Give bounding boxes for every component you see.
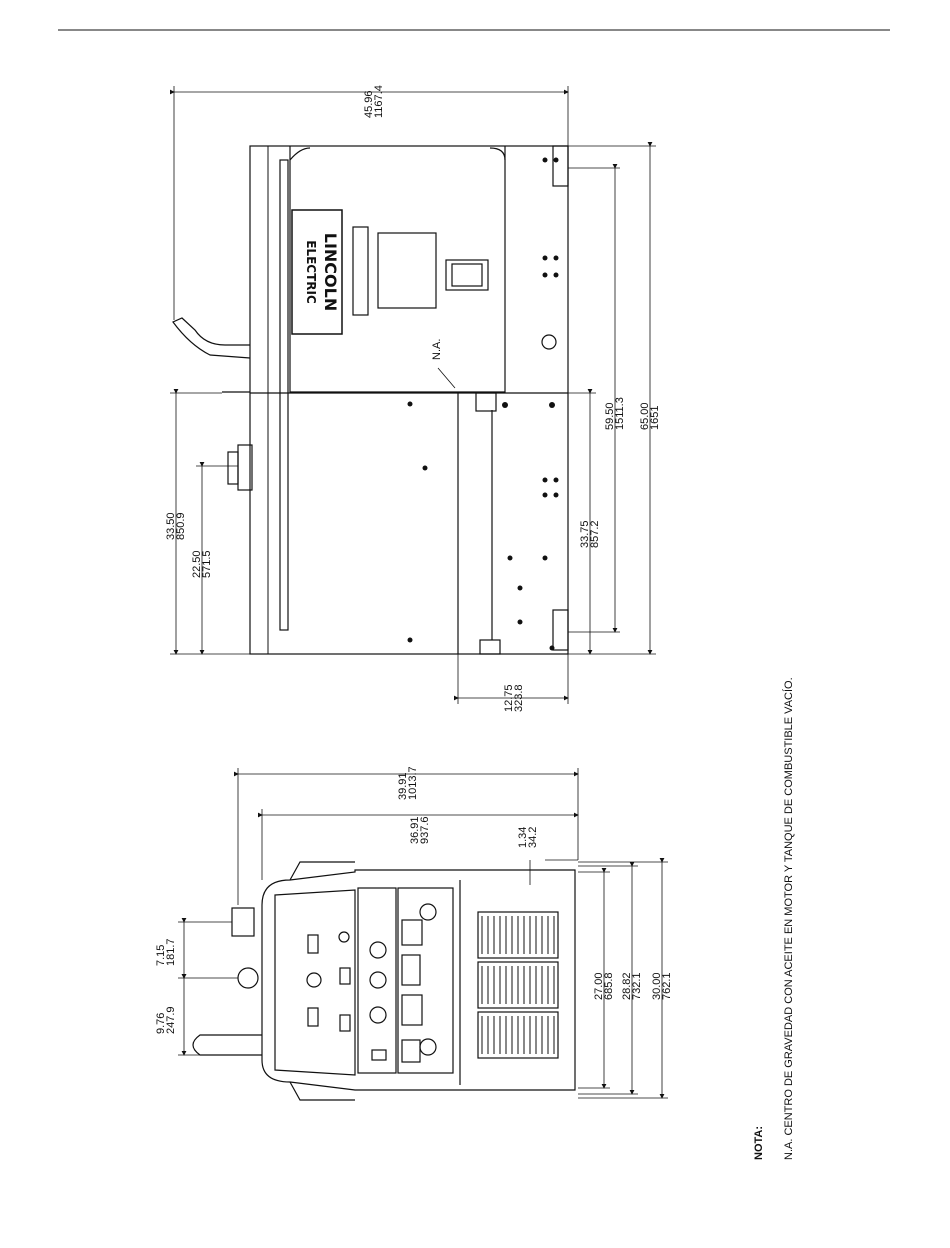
dim-9-76-mm: 247.9 (165, 1006, 177, 1034)
dim-1-34-in: 1.34 (517, 826, 529, 848)
dim-22-50-mm: 571.5 (201, 550, 213, 578)
dim-28-82-mm: 732.1 (631, 972, 643, 1000)
top-view-bolts (408, 158, 559, 651)
end-view-dimension-labels (155, 766, 673, 1034)
dim-39-91-mm: 1013.7 (407, 766, 419, 800)
dim-7-15-mm: 181.7 (165, 938, 177, 966)
lincoln-electric-logo (304, 233, 340, 311)
top-view (173, 146, 568, 654)
dim-59-50-mm: 1511.3 (614, 397, 626, 430)
cg-label (431, 339, 455, 388)
dim-33-75-in: 33.75 (579, 520, 591, 548)
dim-59-50-in: 59.50 (604, 402, 616, 430)
dim-33-75-mm: 857.2 (589, 520, 601, 548)
svg-text:N.A.: N.A. (431, 338, 443, 360)
dim-45-96-in: 45.96 (363, 90, 375, 118)
note-title: NOTA: (753, 1125, 765, 1160)
dim-45-96-mm: 1167.4 (373, 85, 385, 118)
dim-65-00-in: 65.00 (639, 402, 651, 430)
dim-36-91-mm: 937.6 (419, 816, 431, 844)
dim-12-75-mm: 323.8 (513, 684, 525, 712)
dim-9-76-in: 9.76 (155, 1012, 167, 1034)
dim-1-34-mm: 34.2 (527, 826, 539, 848)
note-block (753, 677, 795, 1160)
dim-33-50-mm: 850.9 (175, 512, 187, 540)
dim-33-50-in: 33.50 (165, 512, 177, 540)
svg-text:ELECTRIC: ELECTRIC (304, 240, 318, 304)
end-view-louvers (482, 916, 554, 1054)
top-view-dimension-labels (165, 85, 661, 712)
svg-text:LINCOLN: LINCOLN (321, 232, 340, 312)
dim-12-75-in: 12.75 (503, 684, 515, 712)
dim-27-00-in: 27.00 (593, 972, 605, 1000)
dim-65-00-mm: 1651 (649, 405, 661, 430)
dim-30-00-in: 30.00 (651, 972, 663, 1000)
note-text: N.A. CENTRO DE GRAVEDAD CON ACEITE EN MOTOR Y TANQUE DE COMBUSTIBLE VACÍO. (783, 677, 795, 1160)
dim-7-15-in: 7.15 (155, 944, 167, 966)
dim-22-50-in: 22.50 (191, 550, 203, 578)
dim-36-91-in: 36.91 (409, 816, 421, 844)
dim-39-91-in: 39.91 (397, 772, 409, 800)
dim-30-00-mm: 762.1 (661, 972, 673, 1000)
dim-27-00-mm: 685.8 (603, 972, 615, 1000)
top-view-dimension-lines (170, 86, 656, 704)
dim-28-82-in: 28.82 (621, 972, 633, 1000)
